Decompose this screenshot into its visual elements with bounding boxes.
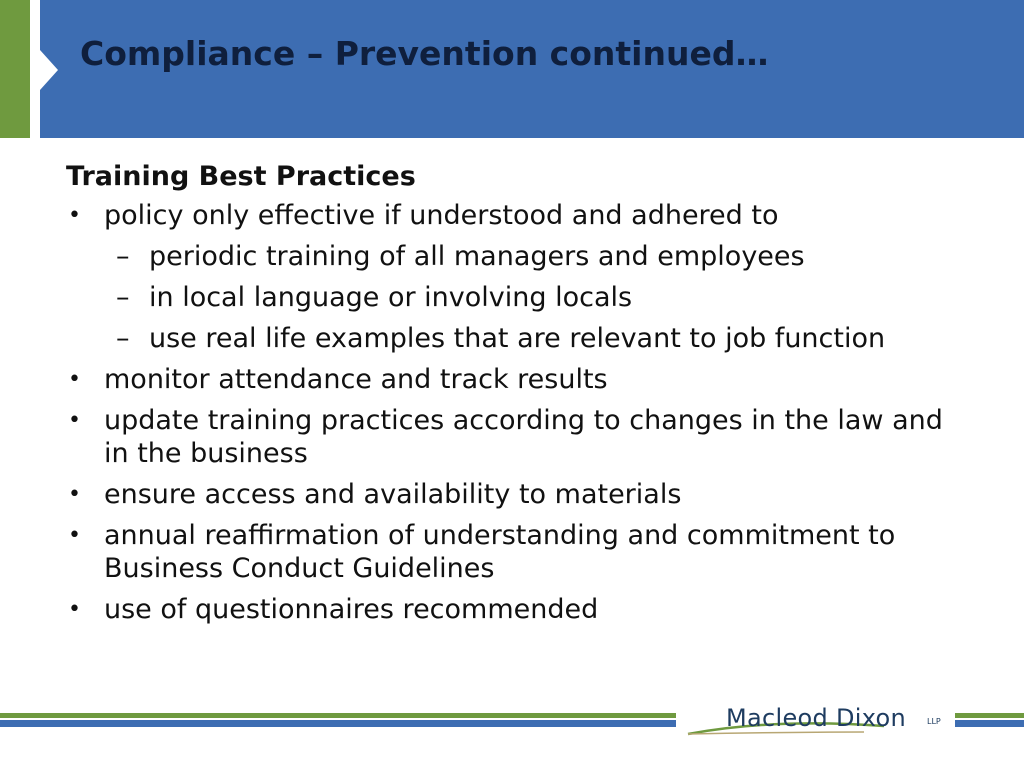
bullet-item	[66, 404, 966, 470]
header-white-strip	[30, 0, 40, 138]
sub-bullet-item	[66, 322, 966, 355]
bullet-icon: •	[68, 408, 81, 433]
sub-bullet-item	[66, 281, 966, 314]
section-heading: Training Best Practices	[66, 161, 416, 192]
bullet-text: policy only effective if understood and adhered to	[104, 200, 779, 231]
sub-bullet-text: periodic training of all managers and employees	[149, 241, 805, 272]
bullet-item	[66, 478, 966, 511]
bullet-text: annual reaffirmation of understanding and commitment to Business Conduct Guidelines	[104, 520, 896, 584]
footer-blue-line	[0, 720, 676, 727]
company-logo	[684, 700, 954, 742]
header-green-strip	[0, 0, 30, 138]
footer-green-line	[0, 713, 676, 718]
bullet-text: use of questionnaires recommended	[104, 594, 599, 625]
slide-content	[66, 160, 966, 634]
bullet-item	[66, 199, 966, 232]
header-arrow-icon	[40, 50, 58, 90]
bullet-text: monitor attendance and track results	[104, 364, 608, 395]
dash-icon: –	[116, 323, 130, 354]
bullet-text: update training practices according to changes in the law and in the business	[104, 405, 943, 469]
bullet-item	[66, 593, 966, 626]
dash-icon: –	[116, 241, 130, 272]
bullet-icon: •	[68, 523, 81, 548]
logo-wordmark: Macleod Dixon	[726, 704, 906, 732]
bullet-icon: •	[68, 597, 81, 622]
bullet-icon: •	[68, 367, 81, 392]
sub-bullet-text: in local language or involving locals	[149, 282, 633, 313]
slide-title: Compliance – Prevention continued…	[80, 34, 769, 73]
bullet-icon: •	[68, 203, 81, 228]
footer-green-line	[955, 713, 1024, 718]
logo-suffix: LLP	[927, 717, 941, 726]
footer-blue-line	[955, 720, 1024, 727]
bullet-icon: •	[68, 482, 81, 507]
bullet-text: ensure access and availability to materials	[104, 479, 682, 510]
bullet-item	[66, 363, 966, 396]
dash-icon: –	[116, 282, 130, 313]
sub-bullet-text: use real life examples that are relevant to job function	[149, 323, 886, 354]
bullet-item	[66, 519, 966, 585]
sub-bullet-item	[66, 240, 966, 273]
